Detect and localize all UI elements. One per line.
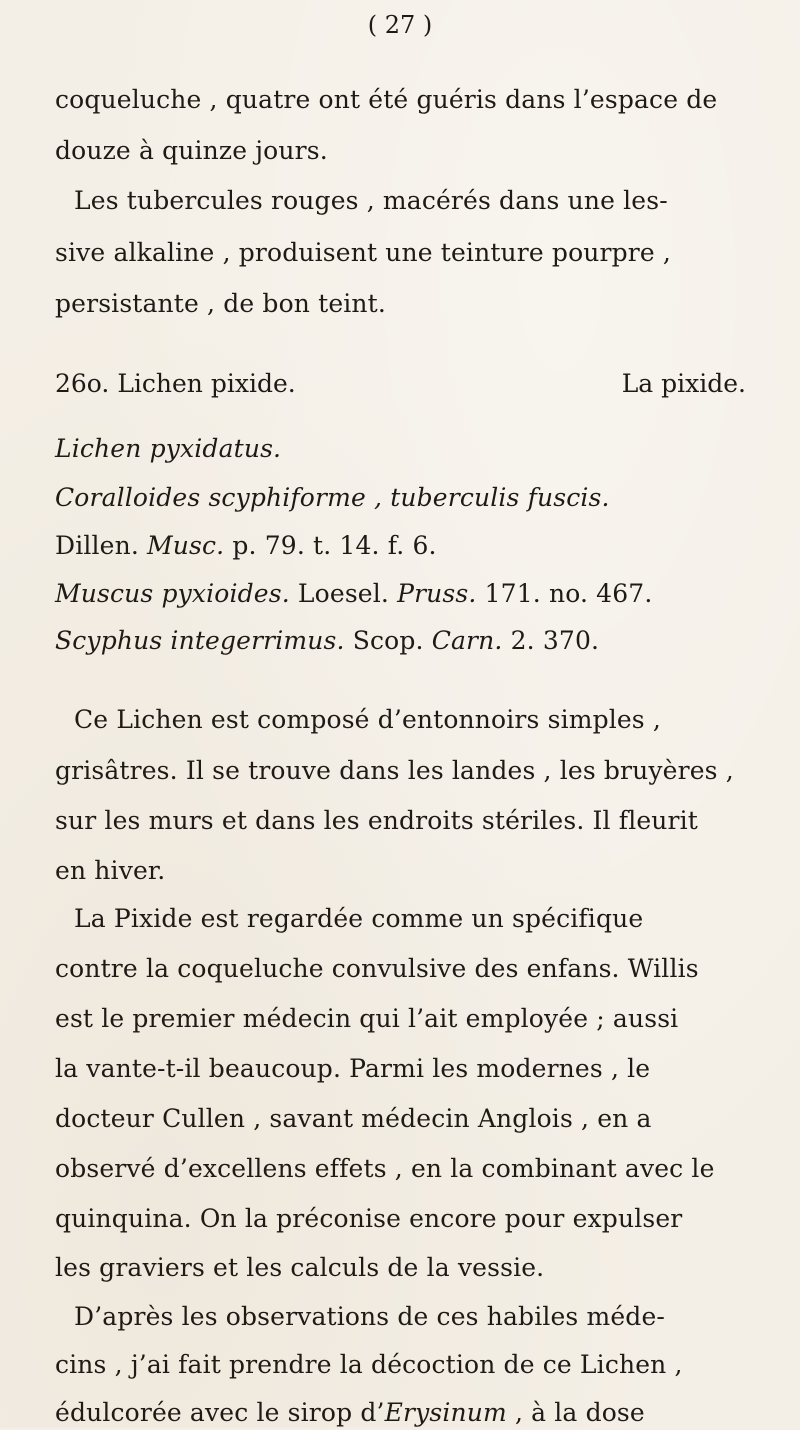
- text-line: observé d’excellens effets , en la combinant avec le: [55, 1154, 715, 1183]
- text-line: cins , j’ai fait prendre la décoction de ce Lichen ,: [55, 1350, 683, 1379]
- loesel-work: Pruss.: [397, 579, 477, 608]
- text-line: sive alkaline , produisent une teinture pourpre ,: [55, 238, 672, 267]
- scop-reference: 2. 370.: [510, 626, 600, 655]
- sirop-text-before: édulcorée avec le sirop d’: [55, 1398, 385, 1427]
- synonym-line: [55, 624, 599, 658]
- dillen-reference: p. 79. t. 14. f. 6.: [232, 531, 437, 560]
- dillen-work: Musc.: [147, 531, 225, 560]
- synonym-line: Lichen pyxidatus.: [55, 434, 282, 463]
- synonym-line: [55, 577, 652, 611]
- muscus-name: Muscus pyxioides.: [55, 579, 290, 608]
- text-line: contre la coqueluche convulsive des enfans. Willis: [55, 954, 699, 983]
- text-line: [55, 1396, 645, 1430]
- text-line: en hiver.: [55, 856, 166, 885]
- coralloides-text: Coralloides scyphiforme , tuberculis fuscis.: [55, 483, 610, 512]
- entry-heading: 26o. Lichen pixide.: [55, 369, 296, 398]
- erysinum-name: Erysinum: [384, 1398, 507, 1427]
- loesel-author: Loesel.: [297, 579, 389, 608]
- sirop-text-after: , à la dose: [506, 1398, 645, 1427]
- entry-common-name: La pixide.: [621, 369, 746, 398]
- text-line: les graviers et les calculs de la vessie.: [55, 1253, 545, 1282]
- text-line: La Pixide est regardée comme un spécifique: [74, 904, 644, 933]
- text-line: douze à quinze jours.: [55, 136, 328, 165]
- text-line: Ce Lichen est composé d’entonnoirs simples ,: [74, 705, 661, 734]
- scop-work: Carn.: [431, 626, 503, 655]
- loesel-reference: 171. no. 467.: [484, 579, 653, 608]
- text-line: docteur Cullen , savant médecin Anglois , en a: [55, 1104, 652, 1133]
- synonym-line: [55, 481, 610, 515]
- scop-author: Scop.: [352, 626, 424, 655]
- text-line: sur les murs et dans les endroits stériles. Il fleurit: [55, 806, 698, 835]
- text-line: la vante-t-il beaucoup. Parmi les modernes , le: [55, 1054, 651, 1083]
- scyphus-name: Scyphus integerrimus.: [55, 626, 345, 655]
- synonym-line: [55, 529, 437, 563]
- text-line: quinquina. On la préconise encore pour expulser: [55, 1204, 683, 1233]
- text-line: coqueluche , quatre ont été guéris dans l’espace de: [55, 85, 718, 114]
- text-line: Les tubercules rouges , macérés dans une les-: [74, 186, 668, 215]
- text-line: est le premier médecin qui l’ait employée ; aussi: [55, 1004, 679, 1033]
- text-line: grisâtres. Il se trouve dans les landes , les bruyères ,: [55, 756, 734, 785]
- text-line: D’après les observations de ces habiles méde-: [74, 1302, 666, 1331]
- page-number: ( 27 ): [367, 11, 433, 39]
- dillen-author: Dillen.: [55, 531, 139, 560]
- text-line: persistante , de bon teint.: [55, 289, 386, 318]
